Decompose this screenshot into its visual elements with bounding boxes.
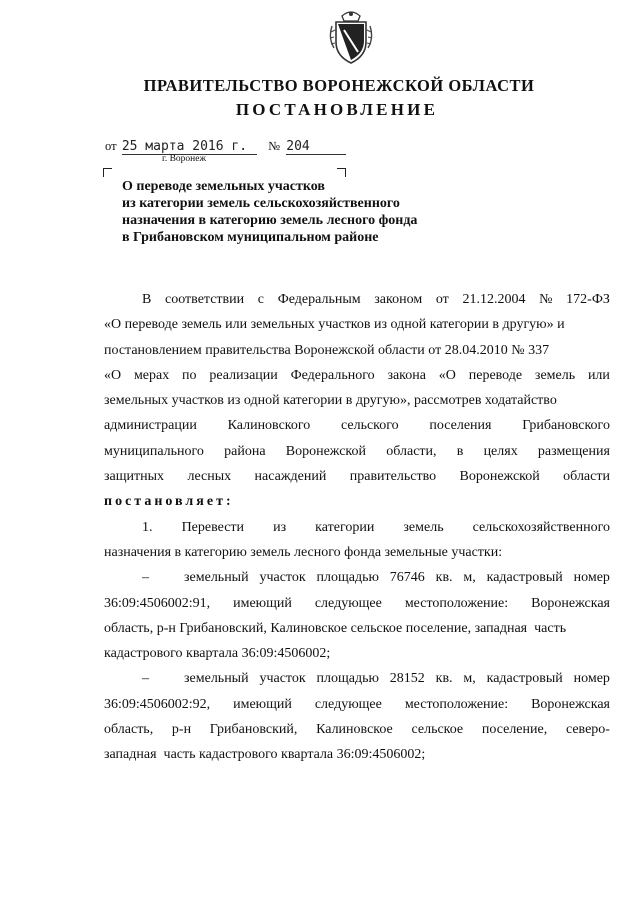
text-line bbox=[104, 540, 610, 565]
word: 28152 bbox=[389, 671, 425, 687]
word: В bbox=[142, 292, 152, 307]
word: кадастрового квартала 36:09:4506002; bbox=[104, 646, 331, 662]
text-line bbox=[104, 742, 610, 767]
word: северо- bbox=[565, 722, 610, 738]
word: области, bbox=[386, 443, 437, 459]
word: 1. bbox=[142, 519, 153, 535]
word: сельское bbox=[411, 722, 464, 738]
word: области bbox=[563, 469, 610, 485]
word: Воронежской bbox=[285, 443, 367, 459]
word: защитных bbox=[104, 469, 165, 485]
word: кв. bbox=[435, 671, 453, 687]
word: реализации bbox=[209, 367, 278, 383]
word: постановлением правительства Воронежской области от 28.04.2010 № 337 bbox=[104, 342, 550, 358]
date-prefix: от bbox=[105, 139, 117, 153]
word: номер bbox=[573, 570, 610, 586]
word: местоположение: bbox=[404, 696, 509, 712]
word: Грибановский, bbox=[209, 722, 298, 738]
word: соответствии bbox=[165, 292, 245, 307]
word: площадью bbox=[316, 570, 379, 586]
text-line bbox=[104, 312, 610, 337]
word: кадастровый bbox=[486, 570, 563, 586]
text-line bbox=[104, 413, 610, 438]
resolves-word: постановляет: bbox=[104, 494, 234, 510]
document-date: 25 марта 2016 г. bbox=[122, 140, 257, 155]
word: из bbox=[273, 519, 287, 535]
word: с bbox=[257, 292, 265, 307]
word: участок bbox=[259, 671, 306, 687]
word: в bbox=[456, 443, 464, 459]
text-line bbox=[104, 717, 610, 742]
word: область, р-н Грибановский, Калиновское сельское поселение, западная часть bbox=[104, 620, 567, 636]
word: участок bbox=[259, 570, 306, 586]
subject-line: из категории земель сельскохозяйственного bbox=[122, 196, 400, 211]
word: номер bbox=[573, 671, 610, 687]
subject-corner-left bbox=[103, 168, 112, 177]
word: «О bbox=[438, 367, 456, 383]
document-subject bbox=[122, 178, 462, 246]
word: имеющий bbox=[233, 696, 292, 712]
word: кадастровый bbox=[486, 671, 563, 687]
word: следующее bbox=[314, 595, 382, 611]
word: местоположение: bbox=[404, 595, 509, 611]
word: категории bbox=[315, 519, 375, 535]
text-line bbox=[104, 666, 610, 691]
word: «О bbox=[104, 367, 122, 383]
text-line bbox=[104, 388, 610, 413]
coat-of-arms-icon bbox=[328, 8, 374, 66]
word: кв. bbox=[435, 570, 453, 586]
resolves-line bbox=[104, 489, 610, 514]
word: Грибановского bbox=[522, 418, 610, 434]
word: Воронежская bbox=[531, 595, 610, 611]
word: насаждений bbox=[254, 469, 327, 485]
list-dash: – bbox=[142, 671, 149, 687]
word: 36:09:4506002:92, bbox=[104, 696, 211, 712]
text-line bbox=[104, 515, 610, 540]
word: или bbox=[587, 367, 610, 383]
word: следующее bbox=[314, 696, 382, 712]
word: поселения bbox=[429, 418, 492, 434]
document-number: 204 bbox=[286, 140, 346, 155]
word: Воронежской bbox=[459, 469, 540, 485]
word: от bbox=[435, 292, 449, 307]
word: сельского bbox=[341, 418, 399, 434]
word: размещения bbox=[537, 443, 610, 459]
word: переводе bbox=[468, 367, 523, 383]
word: закона bbox=[387, 367, 426, 383]
word: муниципального bbox=[104, 443, 204, 459]
word: 172-ФЗ bbox=[566, 292, 610, 307]
text-line bbox=[104, 464, 610, 489]
word: Калиновского bbox=[227, 418, 311, 434]
word: правительство bbox=[349, 469, 437, 485]
word: района bbox=[224, 443, 266, 459]
date-number-line bbox=[105, 138, 346, 155]
text-line bbox=[104, 616, 610, 641]
preamble-paragraph bbox=[104, 287, 610, 489]
line-text bbox=[184, 666, 610, 691]
text-line bbox=[104, 565, 610, 590]
document-body bbox=[104, 287, 610, 768]
list-dash: – bbox=[142, 570, 149, 586]
subject-line: назначения в категорию земель лесного фонда bbox=[122, 213, 418, 228]
word: мерах bbox=[133, 367, 170, 383]
word: земельный bbox=[184, 671, 249, 687]
text-line bbox=[104, 363, 610, 388]
parcel-1-paragraph bbox=[104, 565, 610, 666]
word: Воронежская bbox=[531, 696, 610, 712]
word: целях bbox=[483, 443, 518, 459]
word: земель bbox=[403, 519, 444, 535]
word: лесных bbox=[187, 469, 232, 485]
word: земельных участков из одной категории в другую», рассмотрев ходатайство bbox=[104, 393, 557, 409]
text-line bbox=[104, 591, 610, 616]
word: законом bbox=[374, 292, 423, 307]
subject-line: О переводе земельных участков bbox=[122, 179, 325, 194]
government-title: ПРАВИТЕЛЬСТВО ВОРОНЕЖСКОЙ ОБЛАСТИ bbox=[143, 76, 535, 95]
word: земель bbox=[534, 367, 576, 383]
word: м, bbox=[463, 671, 476, 687]
line-text bbox=[184, 565, 610, 590]
text-line bbox=[104, 287, 610, 312]
word: область, bbox=[104, 722, 154, 738]
word: имеющий bbox=[233, 595, 292, 611]
subject-corner-right bbox=[337, 168, 346, 177]
number-prefix: № bbox=[268, 139, 280, 153]
word: поселение, bbox=[481, 722, 548, 738]
item-1-paragraph bbox=[104, 515, 610, 566]
word: № bbox=[539, 292, 553, 307]
word: 76746 bbox=[389, 570, 425, 586]
word: земельный bbox=[184, 570, 249, 586]
text-line bbox=[104, 641, 610, 666]
word: «О переводе земель или земельных участков из одной категории в другую» и bbox=[104, 317, 565, 333]
word: Калиновское bbox=[316, 722, 393, 738]
word: по bbox=[182, 367, 197, 383]
parcel-2-paragraph bbox=[104, 666, 610, 767]
word: м, bbox=[463, 570, 476, 586]
document-type: ПОСТАНОВЛЕНИЕ bbox=[235, 100, 439, 119]
text-line bbox=[104, 692, 610, 717]
word: западная часть кадастрового квартала 36:09:4506002; bbox=[104, 747, 426, 763]
word: 21.12.2004 bbox=[462, 292, 526, 307]
word: р-н bbox=[171, 722, 192, 738]
word: площадью bbox=[316, 671, 379, 687]
text-line bbox=[104, 439, 610, 464]
word: Федерального bbox=[290, 367, 375, 383]
word: администрации bbox=[104, 418, 197, 434]
city-label: г. Воронеж bbox=[162, 154, 207, 164]
subject-line: в Грибановском муниципальном районе bbox=[122, 230, 379, 245]
word: назначения в категорию земель лесного фонда земельные участки: bbox=[104, 544, 503, 560]
word: сельскохозяйственного bbox=[472, 519, 610, 535]
word: Перевести bbox=[181, 519, 245, 535]
text-line bbox=[104, 338, 610, 363]
word: 36:09:4506002:91, bbox=[104, 595, 211, 611]
word: Федеральным bbox=[277, 292, 361, 307]
